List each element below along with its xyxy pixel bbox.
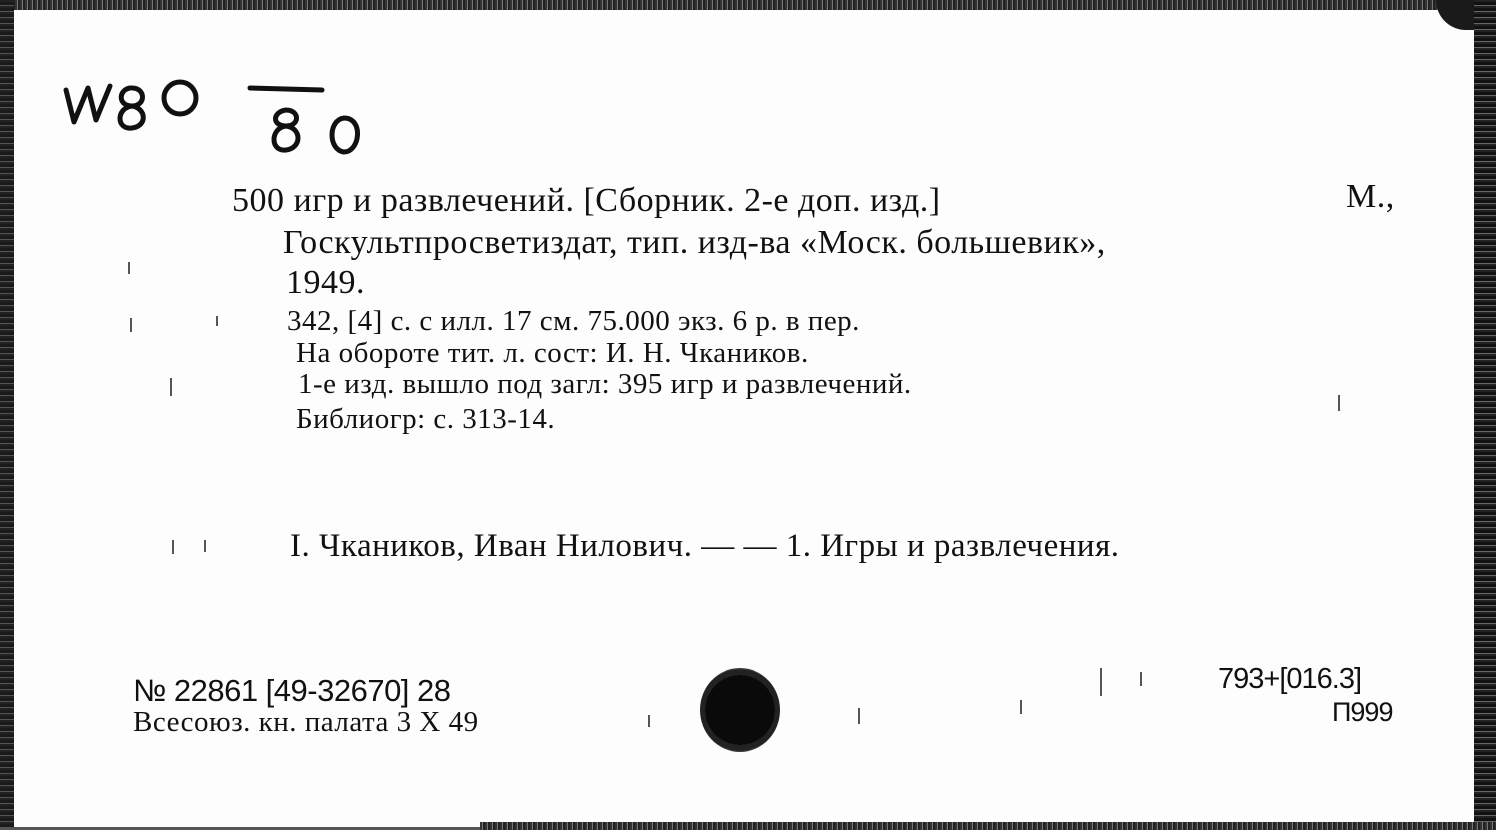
- title-line: 500 игр и развлечений. [Сборник. 2-е доп. изд.]: [232, 182, 941, 219]
- publication-year: 1949.: [286, 264, 365, 301]
- scan-speck: [170, 378, 172, 396]
- scan-speck: [216, 316, 218, 326]
- classification-index: 793+[016.3]: [1218, 663, 1362, 695]
- scan-speck: [204, 540, 206, 552]
- scan-speck: [858, 708, 860, 724]
- book-chamber-line: Всесоюз. кн. палата 3 X 49: [133, 706, 479, 738]
- subject-entries: I. Чкаников, Иван Нилович. — — 1. Игры и развлечения.: [290, 528, 1120, 564]
- scan-speck: [1140, 672, 1142, 686]
- cutter-number: П999: [1332, 697, 1393, 727]
- handwritten-call-number: [60, 66, 380, 166]
- scan-speck: [172, 540, 174, 554]
- card-left-edge: [0, 0, 14, 830]
- scan-speck: [648, 715, 650, 727]
- note-bibliography: Библиогр: с. 313-14.: [296, 403, 556, 435]
- scan-speck: [130, 318, 132, 332]
- note-first-edition: 1-е изд. вышло под загл: 395 игр и развлечений.: [298, 368, 912, 400]
- scan-speck: [128, 262, 130, 274]
- card-top-edge: [0, 0, 1496, 10]
- publication-place: М.,: [1346, 178, 1395, 215]
- physical-description: 342, [4] с. с илл. 17 см. 75.000 экз. 6 р. в пер.: [287, 305, 860, 337]
- scan-speck: [1020, 700, 1022, 714]
- punch-hole: [700, 668, 780, 752]
- scan-speck: [1100, 668, 1102, 696]
- registration-number: № 22861 [49-32670] 28: [133, 673, 451, 708]
- card-right-edge: [1474, 0, 1496, 830]
- scan-speck: [1338, 395, 1340, 411]
- note-compiler: На обороте тит. л. сост: И. Н. Чкаников.: [296, 337, 809, 369]
- publisher-line: Госкультпросветиздат, тип. изд-ва «Моск. большевик»,: [283, 224, 1106, 261]
- card-bottom-edge: [480, 822, 1496, 830]
